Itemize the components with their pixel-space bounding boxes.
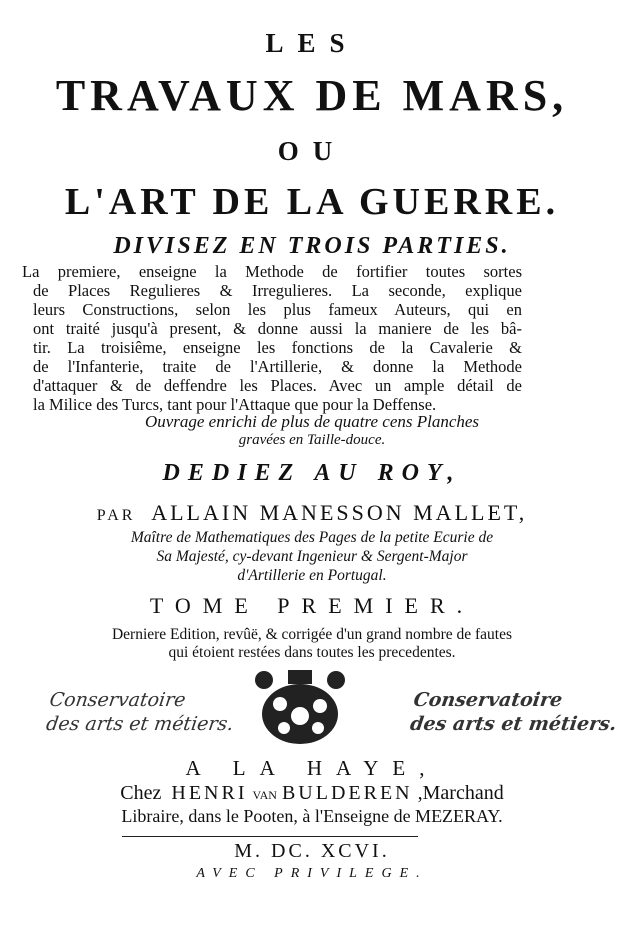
author-title: d'Artillerie en Portugal. — [237, 567, 387, 584]
edition-note: Derniere Edition, revûë, & corrigée d'un grand nombre de fautes — [111, 626, 513, 643]
title-ou: OU — [277, 136, 347, 166]
stamp-text: des arts et métiers. — [44, 713, 235, 735]
author-title: Sa Majesté, cy-devant Ingenieur & Sergent-Major — [156, 548, 468, 565]
title-main: TRAVAUX DE MARS, — [55, 71, 569, 120]
description-line: tir. La troisiême, enseigne les fonctions de la Cavalerie & — [33, 338, 522, 357]
description-line: de Places Regulieres & Irregulieres. La seconde, explique — [33, 281, 522, 300]
author-by: PAR — [96, 507, 136, 524]
imprint-year: M. DC. XCVI. — [234, 840, 390, 862]
title-les: LES — [265, 28, 359, 58]
plates-note: gravées en Taille-douce. — [238, 432, 386, 448]
imprint-address: Libraire, dans le Pooten, à l'Enseigne de MEZERAY. — [121, 806, 503, 826]
divider-rule — [122, 836, 418, 837]
dedication: DEDIEZ AU ROY, — [162, 460, 462, 486]
stamp-text: Conservatoire — [48, 689, 188, 711]
edition-note: qui étoient restées dans toutes les precedentes. — [168, 644, 456, 661]
publisher-first-name: HENRI — [171, 782, 248, 804]
title-subtitle: L'ART DE LA GUERRE. — [64, 181, 560, 223]
library-stamp-left — [45, 688, 239, 736]
publisher-trade: ,Marchand — [417, 782, 504, 804]
publisher-chez: Chez — [120, 782, 162, 804]
author-line — [0, 500, 624, 526]
description-line: ont traité jusqu'à present, & donne aussi la maniere de les bâ- — [33, 319, 522, 338]
volume: TOME PREMIER. — [149, 593, 475, 618]
stamp-text: Conservatoire — [412, 689, 564, 711]
description-line: d'attaquer & de deffendre les Places. Avec un ample détail de — [33, 376, 522, 395]
plates-note: Ouvrage enrichi de plus de quatre cens Planches — [144, 412, 480, 431]
publisher-surname: BULDEREN — [281, 782, 413, 804]
author-title: Maître de Mathematiques des Pages de la petite Ecurie de — [130, 529, 494, 546]
stamp-text: des arts et métiers. — [408, 713, 619, 735]
description-line: de l'Infanterie, traite de l'Artillerie, & donne la Methode — [33, 357, 522, 376]
imprint-privilege: AVEC PRIVILEGE. — [196, 866, 428, 881]
description-line: la Milice des Turcs, tant pour l'Attaque que pour la Deffense. — [33, 395, 437, 414]
description-line: leurs Constructions, selon les plus fameux Auteurs, qui en — [33, 300, 522, 319]
imprint-place: A LA HAYE, — [185, 756, 439, 780]
description-line: La premiere, enseigne la Methode de fortifier toutes sortes — [22, 262, 522, 281]
title-divisions: DIVISEZ EN TROIS PARTIES. — [113, 233, 511, 259]
library-stamp-right — [409, 688, 622, 736]
author-name: ALLAIN MANESSON MALLET, — [151, 500, 528, 525]
imprint-publisher — [0, 782, 624, 805]
publisher-van: VAN — [252, 788, 277, 802]
printer-ornament-icon — [240, 668, 360, 750]
